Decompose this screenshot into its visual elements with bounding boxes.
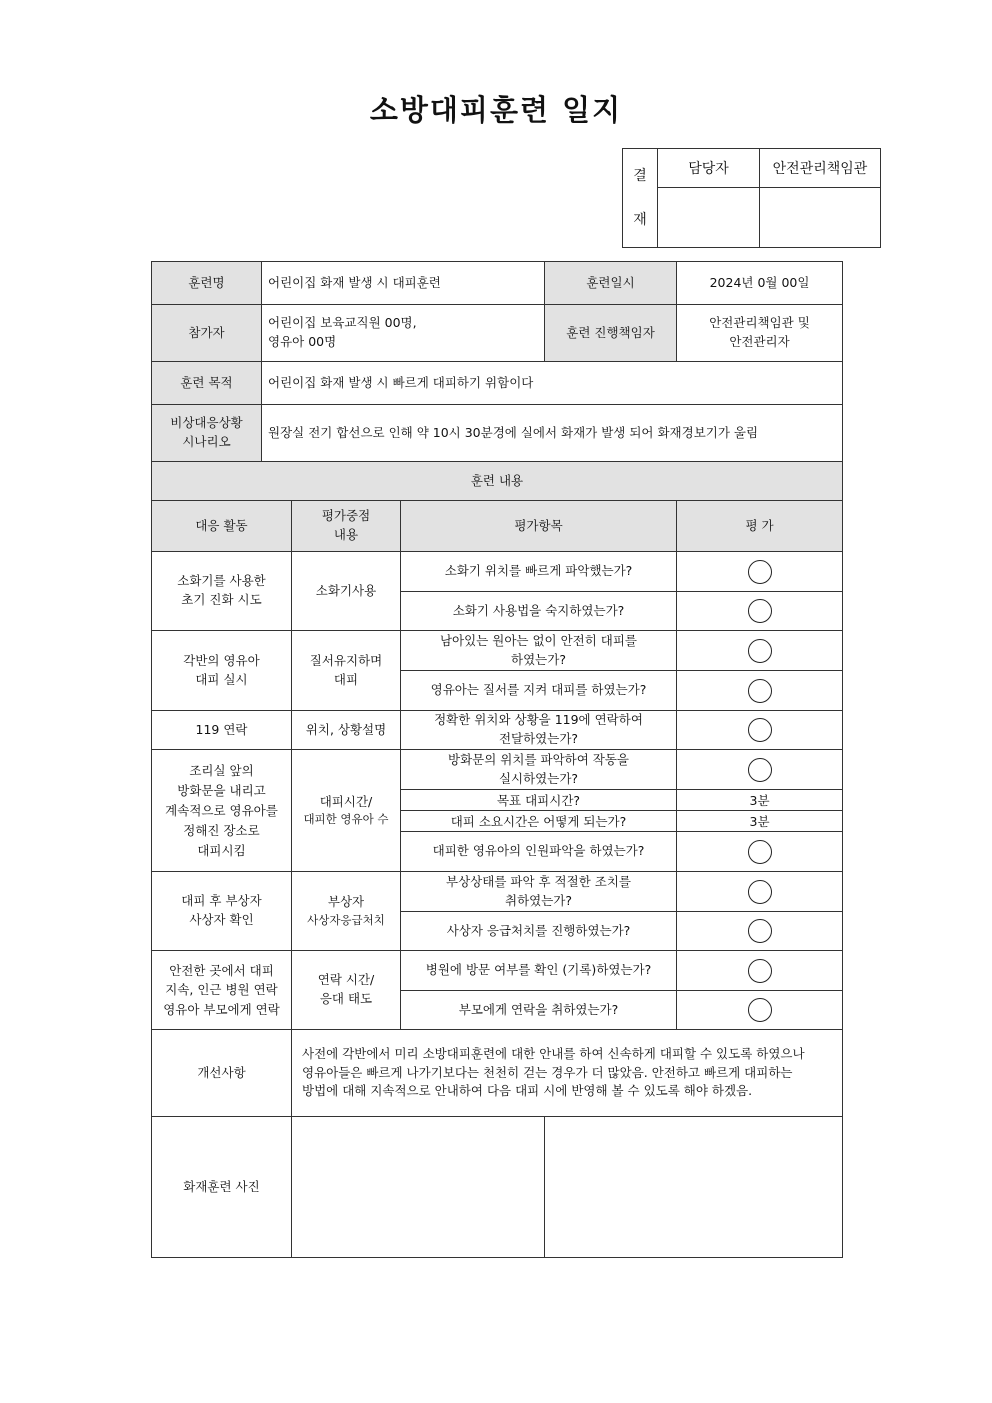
participants-line: 어린이집 보육교직원 00명, — [268, 315, 417, 331]
approval-header-staff: 담당자 — [658, 149, 760, 188]
participants-label: 참가자 — [152, 305, 262, 362]
eval-actual-time: 3분 — [677, 811, 843, 832]
approval-sign-officer[interactable] — [760, 188, 881, 248]
item-fire-door — [401, 750, 677, 790]
item-hospital-check: 병원에 방문 여부를 확인 (기록)하였는가? — [401, 951, 677, 991]
manager-value — [677, 305, 843, 362]
activity-line: 영유아 부모에게 연락 — [163, 1001, 280, 1017]
approval-label — [623, 149, 658, 248]
manager-line: 안전관리자 — [729, 334, 790, 349]
focus-line: 질서유지하며 — [309, 652, 383, 668]
col-eval-header: 평 가 — [677, 501, 843, 552]
eval-cell[interactable] — [677, 750, 843, 790]
training-log-table — [151, 261, 843, 1258]
approval-label-top: 결 — [633, 168, 647, 184]
focus-line: 대피 — [333, 671, 359, 687]
eval-cell[interactable] — [677, 991, 843, 1030]
item-119-report — [401, 711, 677, 750]
training-name-value: 어린이집 화재 발생 시 대피훈련 — [262, 262, 545, 305]
item-line: 하였는가? — [511, 651, 566, 667]
activity-fire-door — [152, 750, 292, 872]
activity-casualty-check — [152, 872, 292, 951]
participants-value — [262, 305, 545, 362]
circle-mark-icon[interactable] — [748, 959, 772, 983]
activity-line: 사상자 확인 — [189, 912, 254, 927]
activity-contact — [152, 951, 292, 1030]
circle-mark-icon[interactable] — [748, 599, 772, 623]
eval-cell[interactable] — [677, 951, 843, 991]
focus-contact-time — [292, 951, 401, 1030]
eval-cell[interactable] — [677, 832, 843, 872]
eval-cell[interactable] — [677, 592, 843, 631]
eval-cell[interactable] — [677, 671, 843, 711]
focus-line: 대피시간/ — [319, 793, 373, 809]
focus-first-aid — [292, 872, 401, 951]
scenario-label-line: 시나리오 — [182, 434, 231, 449]
item-headcount: 대피한 영유아의 인원파악을 하였는가? — [401, 832, 677, 872]
item-line: 부상상태를 파악 후 적절한 조치를 — [446, 873, 631, 889]
eval-cell[interactable] — [677, 912, 843, 951]
focus-orderly-evacuation — [292, 631, 401, 711]
purpose-value: 어린이집 화재 발생 시 빠르게 대피하기 위함이다 — [262, 362, 843, 405]
circle-mark-icon[interactable] — [748, 840, 772, 864]
activity-line: 안전한 곳에서 대피 — [169, 962, 274, 978]
improvement-line: 사전에 각반에서 미리 소방대피훈련에 대한 안내를 하여 신속하게 대피할 수 있도록 하였으나 — [302, 1045, 805, 1061]
item-actual-time: 대피 소요시간은 어떻게 되는가? — [401, 811, 677, 832]
eval-cell[interactable] — [677, 631, 843, 671]
training-date-value: 2024년 0월 00일 — [677, 262, 843, 305]
eval-target-time: 3분 — [677, 790, 843, 811]
eval-cell[interactable] — [677, 711, 843, 750]
item-first-aid: 사상자 응급처치를 진행하였는가? — [401, 912, 677, 951]
purpose-label: 훈련 목적 — [152, 362, 262, 405]
approval-box — [622, 148, 881, 248]
activity-line: 초기 진화 시도 — [181, 592, 262, 607]
improvement-line: 영유아들은 빠르게 나가기보다는 천천히 걷는 경우가 더 많았음. 안전하고 빠르게 대피하는 — [302, 1064, 793, 1080]
participants-line: 영유아 00명 — [268, 334, 337, 349]
item-line: 남아있는 원아는 없이 안전히 대피를 — [439, 632, 638, 648]
focus-fire-extinguisher: 소화기사용 — [292, 552, 401, 631]
circle-mark-icon[interactable] — [748, 998, 772, 1022]
item-line: 정확한 위치와 상황을 119에 연락하여 — [434, 712, 643, 728]
scenario-label — [152, 405, 262, 462]
improvement-line: 방법에 대해 지속적으로 안내하여 다음 대피 시에 반영해 볼 수 있도록 해야 하겠음. — [302, 1083, 753, 1099]
activity-line: 대피 후 부상자 — [181, 893, 262, 909]
focus-evacuation-time — [292, 750, 401, 872]
item-line: 전달하였는가? — [498, 731, 579, 746]
activity-fire-extinguisher — [152, 552, 292, 631]
focus-line: 연락 시간/ — [317, 972, 375, 988]
page-title: 소방대피훈련 일지 — [369, 93, 623, 127]
activity-line: 대피시킴 — [197, 842, 246, 858]
circle-mark-icon[interactable] — [748, 880, 772, 904]
photo-slot-left[interactable] — [292, 1117, 545, 1258]
item-orderly: 영유아는 질서를 지켜 대피를 하였는가? — [401, 671, 677, 711]
improvement-text — [292, 1030, 843, 1117]
col-focus-line: 내용 — [333, 527, 359, 542]
improvement-label: 개선사항 — [152, 1030, 292, 1117]
col-item-header: 평가항목 — [401, 501, 677, 552]
item-extinguisher-usage: 소화기 사용법을 숙지하였는가? — [401, 592, 677, 631]
training-name-label: 훈련명 — [152, 262, 262, 305]
activity-line: 대피 실시 — [195, 671, 248, 687]
approval-sign-staff[interactable] — [658, 188, 760, 248]
manager-line: 안전관리책임관 및 — [709, 315, 810, 331]
activity-line: 조리실 앞의 — [189, 762, 254, 778]
activity-line: 각반의 영유아 — [183, 652, 260, 668]
focus-location-report: 위치, 상황설명 — [292, 711, 401, 750]
scenario-value: 원장실 전기 합선으로 인해 약 10시 30분경에 실에서 화재가 발생 되어 화재경보기가 울림 — [262, 405, 843, 462]
item-parent-contact: 부모에게 연락을 취하였는가? — [401, 991, 677, 1030]
item-line: 방화문의 위치를 파악하여 작동을 — [448, 751, 629, 767]
eval-cell[interactable] — [677, 552, 843, 592]
focus-line: 사상자응급처치 — [307, 912, 385, 927]
activity-evacuation — [152, 631, 292, 711]
item-target-time: 목표 대피시간? — [401, 790, 677, 811]
focus-line: 응대 태도 — [319, 991, 373, 1006]
col-focus-line: 평가중점 — [321, 508, 371, 524]
circle-mark-icon[interactable] — [748, 758, 772, 782]
activity-line: 소화기를 사용한 — [177, 573, 266, 589]
item-no-child-left — [401, 631, 677, 671]
approval-header-officer: 안전관리책임관 — [760, 149, 881, 188]
item-extinguisher-location: 소화기 위치를 빠르게 파악했는가? — [401, 552, 677, 592]
focus-line: 대피한 영유아 수 — [303, 812, 389, 827]
scenario-label-line: 비상대응상황 — [170, 415, 243, 431]
photo-slot-right[interactable] — [545, 1117, 843, 1258]
eval-cell[interactable] — [677, 872, 843, 912]
activity-119-call: 119 연락 — [152, 711, 292, 750]
activity-line: 지속, 인근 병원 연락 — [165, 982, 278, 998]
circle-mark-icon[interactable] — [748, 639, 772, 663]
circle-mark-icon[interactable] — [748, 718, 772, 742]
approval-label-bottom: 재 — [633, 212, 647, 228]
col-focus-header — [292, 501, 401, 552]
col-activity-header: 대응 활동 — [152, 501, 292, 552]
photo-label: 화재훈련 사진 — [152, 1117, 292, 1258]
content-header: 훈련 내용 — [152, 462, 843, 501]
item-line: 실시하였는가? — [498, 770, 579, 786]
activity-line: 계속적으로 영유아를 — [165, 802, 278, 818]
activity-line: 방화문을 내리고 — [177, 782, 266, 798]
circle-mark-icon[interactable] — [748, 919, 772, 943]
item-line: 취하였는가? — [505, 892, 573, 908]
training-date-label: 훈련일시 — [545, 262, 677, 305]
item-injury-action — [401, 872, 677, 912]
focus-line: 부상자 — [327, 894, 365, 909]
manager-label: 훈련 진행책임자 — [545, 305, 677, 362]
circle-mark-icon[interactable] — [748, 679, 772, 703]
activity-line: 정해진 장소로 — [183, 822, 260, 838]
circle-mark-icon[interactable] — [748, 560, 772, 584]
